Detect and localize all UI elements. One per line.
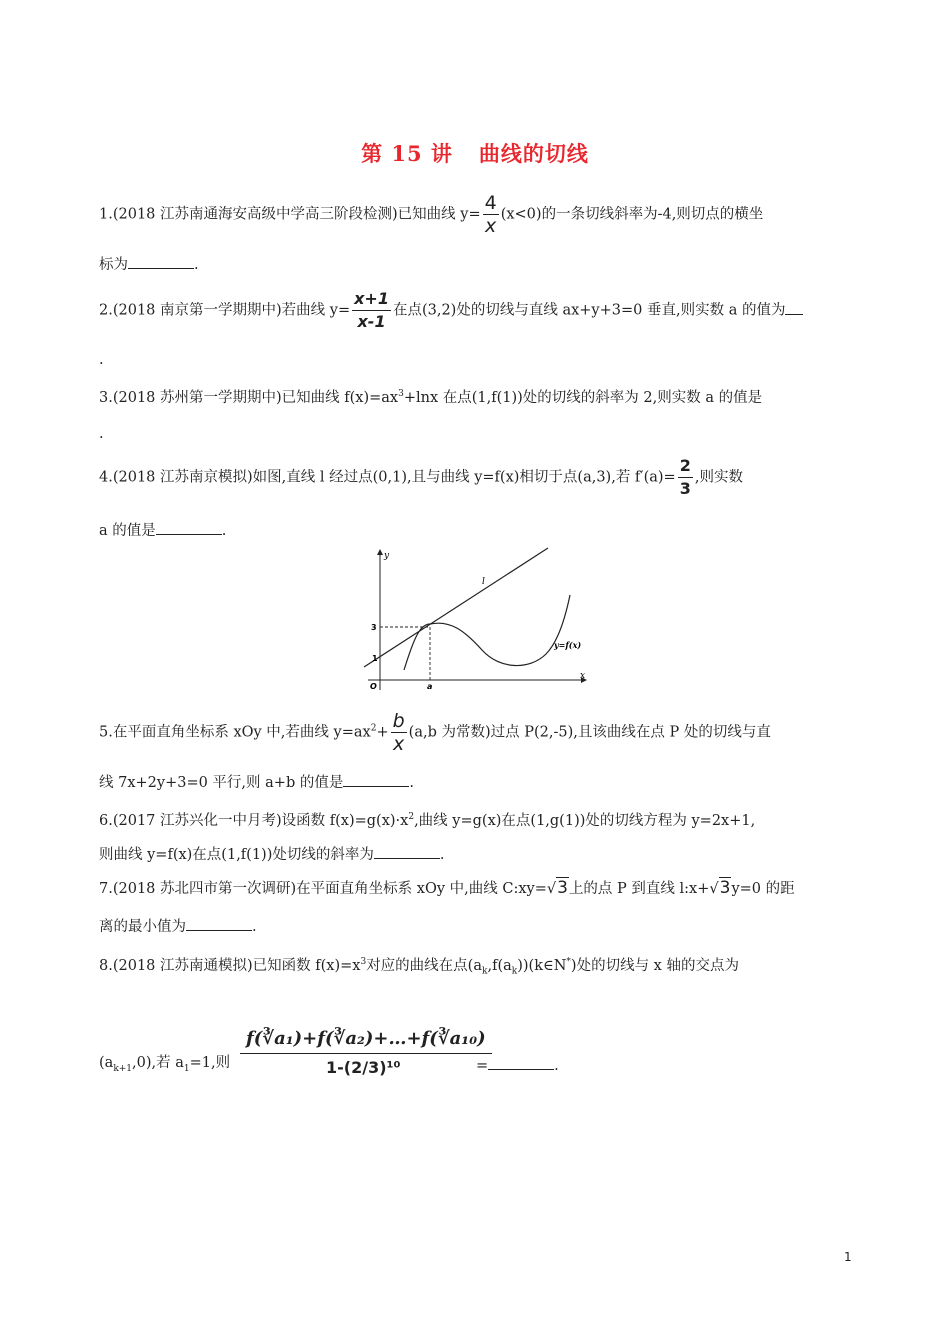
answer-blank[interactable] [374, 844, 440, 859]
tick-label-1: 1 [372, 654, 378, 663]
question-3-line-1: 3.(2018 苏州第一学期期中)已知曲线 $f(x)=ax^3+\ln x$ 在点(1,f(1))处的切线的斜率为 2,则实数 a 的值是 [99, 389, 763, 406]
question-5-line-1: 5.在平面直角坐标系 xOy 中,若曲线 $y=ax^2+$ $\frac{b}{x}$ (a,b 为常数)过点 P(2,-5),且该曲线在点 P 处的切线与直 [99, 710, 771, 755]
question-8-answer: = . [476, 1055, 559, 1076]
curve-f [404, 595, 570, 670]
question-7-line-2: 离的最小值为 . [99, 916, 257, 937]
fraction: $\frac{b}{x}$ [392, 710, 405, 755]
sum-fraction [240, 1028, 492, 1077]
tangent-line-figure [360, 544, 590, 694]
tick-label-a: a [427, 682, 433, 691]
question-5-line-2: 线 7x+2y+3=0 平行,则 a+b 的值是 . [99, 772, 414, 793]
question-8-line-1: 8.(2018 江苏南通模拟)已知函数 $f(x)=x^3$对应的曲线在点$(a_k,f(a_k))(k\in N^*)$处的切线与 x 轴的交点为 [99, 957, 739, 977]
origin-label: O [370, 682, 377, 691]
answer-blank[interactable] [785, 300, 803, 315]
answer-blank[interactable] [156, 520, 222, 535]
fraction-numerator: f(∛a₁)+f(∛a₂)+…+f(∛a₁₀) [240, 1028, 492, 1054]
question-3-line-2: . [99, 426, 104, 442]
fraction: $\frac{x+1}{x-1}$ [354, 289, 389, 331]
answer-blank[interactable] [128, 254, 194, 269]
fraction-denominator: 1-(2/3)¹⁰ [326, 1058, 401, 1077]
fraction: $\frac{2}{3}$ [679, 456, 691, 498]
tick-label-3: 3 [371, 623, 377, 632]
question-1-line-2: 标为 . [99, 254, 199, 275]
question-6-line-1: 6.(2017 江苏兴化一中月考)设函数 $f(x)=g(x)\cdot x^2$,曲线 y=g(x)在点(1,g(1))处的切线方程为 y=2x+1, [99, 812, 756, 829]
tangent-line-l [364, 548, 548, 667]
question-8-line-2: $(a_{k+1},0)$,若 $a_1=1$,则 [99, 1055, 231, 1074]
question-7-line-1: 7.(2018 苏北四市第一次调研)在平面直角坐标系 xOy 中,曲线 C:xy=√3上的点 P 到直线 l:x+√3y=0 的距 [99, 878, 795, 898]
question-4-line-2: a 的值是 . [99, 520, 226, 541]
question-2-line-2: . [99, 352, 104, 368]
question-6-line-2: 则曲线 y=f(x)在点(1,f(1))处切线的斜率为 . [99, 844, 444, 865]
fraction: $\frac{4}{x}$ [484, 192, 497, 237]
page-title: 第 15 讲 曲线的切线 [361, 141, 589, 166]
answer-blank[interactable] [343, 772, 409, 787]
line-label: l [482, 577, 485, 587]
question-1-line-1: 1.(2018 江苏南通海安高级中学高三阶段检测)已知曲线 y= $\frac{4}{x}$ (x<0)的一条切线斜率为-4,则切点的横坐 [99, 192, 764, 237]
sqrt: √3 [709, 878, 731, 898]
curve-label: y=f(x) [554, 640, 582, 650]
question-4-line-1: 4.(2018 江苏南京模拟)如图,直线 l 经过点(0,1),且与曲线 y=f(x)相切于点(a,3),若 f′(a)= $\frac{2}{3}$ ,则实数 [99, 456, 743, 498]
answer-blank[interactable] [186, 916, 252, 931]
page-number: 1 [844, 1250, 852, 1264]
answer-blank[interactable] [488, 1055, 554, 1070]
sqrt: √3 [546, 878, 568, 898]
question-2-line-1: 2.(2018 南京第一学期期中)若曲线 y= $\frac{x+1}{x-1}$ 在点(3,2)处的切线与直线 ax+y+3=0 垂直,则实数 a 的值为 [99, 288, 803, 333]
y-axis-label: y [384, 551, 390, 561]
x-axis-label: x [580, 671, 586, 681]
